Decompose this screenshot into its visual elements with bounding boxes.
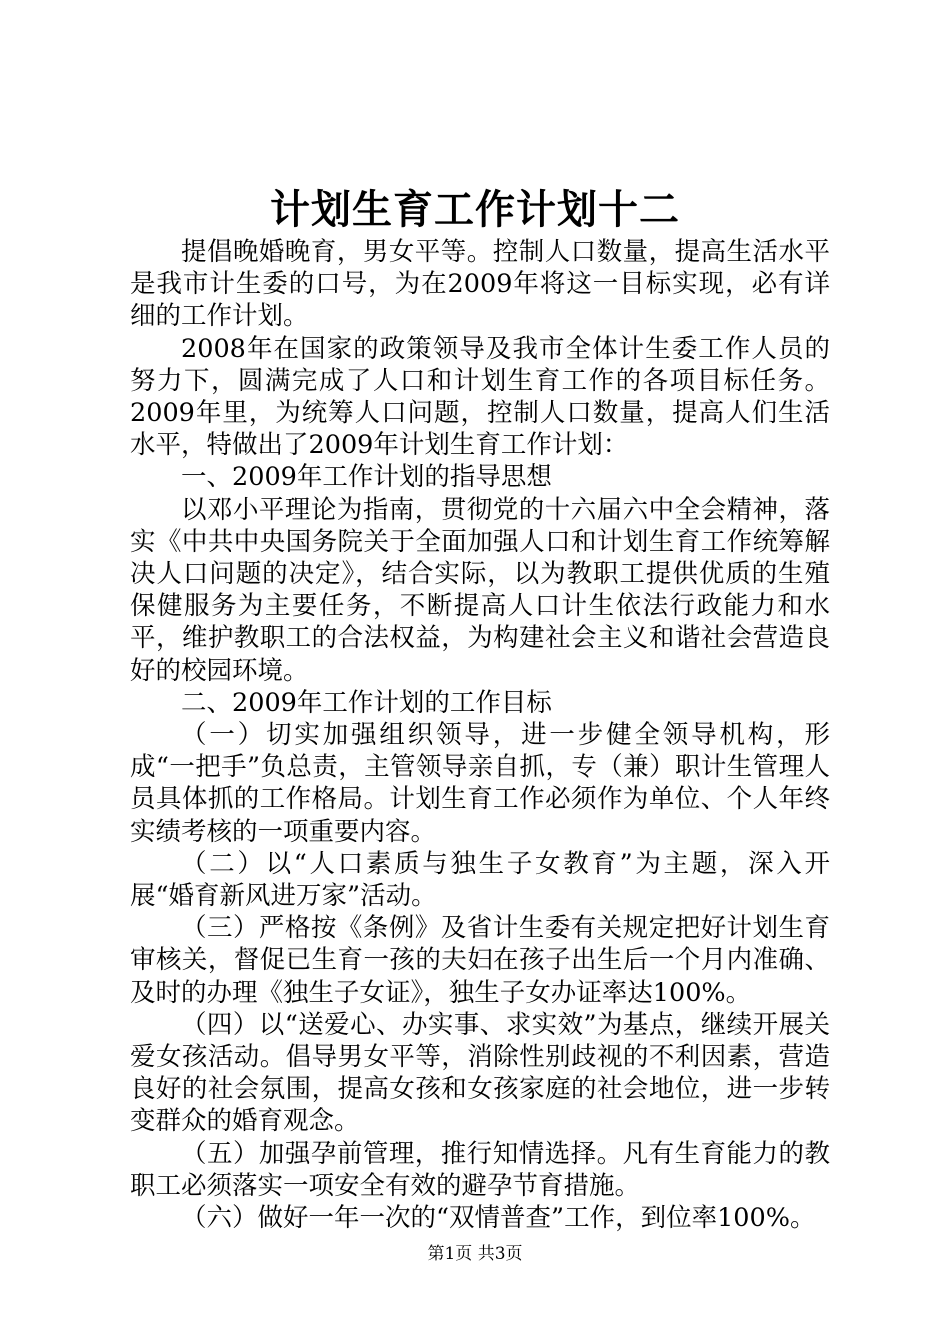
goal-item-5: （五）加强孕前管理，推行知情选择。凡有生育能力的教职工必须落实一项安全有效的避孕节育措施。 [130, 1138, 830, 1201]
goal-item-6: （六）做好一年一次的“双情普查”工作，到位率100%。 [181, 1203, 816, 1234]
goal-item-1: （一）切实加强组织领导，进一步健全领导机构，形成“一把手”负总责，主管领导亲自抓，专（兼）职计生管理人员具体抓的工作格局。计划生育工作必须作为单位、个人年终实绩考核的一项重要内容。 [130, 720, 830, 847]
goal-item-4: （四）以“送爱心、办实事、求实效”为基点，继续开展关爱女孩活动。倡导男女平等，消除性别歧视的不利因素，营造良好的社会氛围，提高女孩和女孩家庭的社会地位，进一步转变群众的婚育观念。 [130, 1009, 830, 1137]
page-number-footer: 第1页 共3页 [427, 1244, 523, 1264]
goal-item-2: （二）以“人口素质与独生子女教育”为主题，深入开展“婚育新风进万家”活动。 [130, 848, 830, 912]
goal-item-3: （三）严格按《条例》及省计生委有关规定把好计划生育审核关，督促已生育一孩的夫妇在孩子出生后一个月内准确、及时的办理《独生子女证》，独生子女办证率达100%。 [130, 913, 830, 1008]
paragraph-summary: 2008年在国家的政策领导及我市全体计生委工作人员的努力下，圆满完成了人口和计划生育工作的各项目标任务。2009年里，为统筹人口问题，控制人口数量，提高人们生活水平，特做出了2009年计划生育工作计划： [130, 333, 830, 461]
document-body [130, 236, 830, 1234]
document-title: 计划生育工作计划十二 [270, 186, 680, 233]
paragraph-guiding-thought: 以邓小平理论为指南，贯彻党的十六届六中全会精神，落实《中共中央国务院关于全面加强人口和计划生育工作统筹解决人口问题的决定》，结合实际，以为教职工提供优质的生殖保健服务为主要任务，不断提高人口计生依法行政能力和水平，维护教职工的合法权益，为构建社会主义和谐社会营造良好的校园环境。 [130, 494, 830, 686]
section-heading-work-goals: 二、2009年工作计划的工作目标 [181, 687, 552, 718]
section-heading-guiding-thought: 一、2009年工作计划的指导思想 [181, 462, 552, 493]
paragraph-intro: 提倡晚婚晚育，男女平等。控制人口数量，提高生活水平是我市计生委的口号，为在2009年将这一目标实现，必有详细的工作计划。 [130, 237, 830, 332]
